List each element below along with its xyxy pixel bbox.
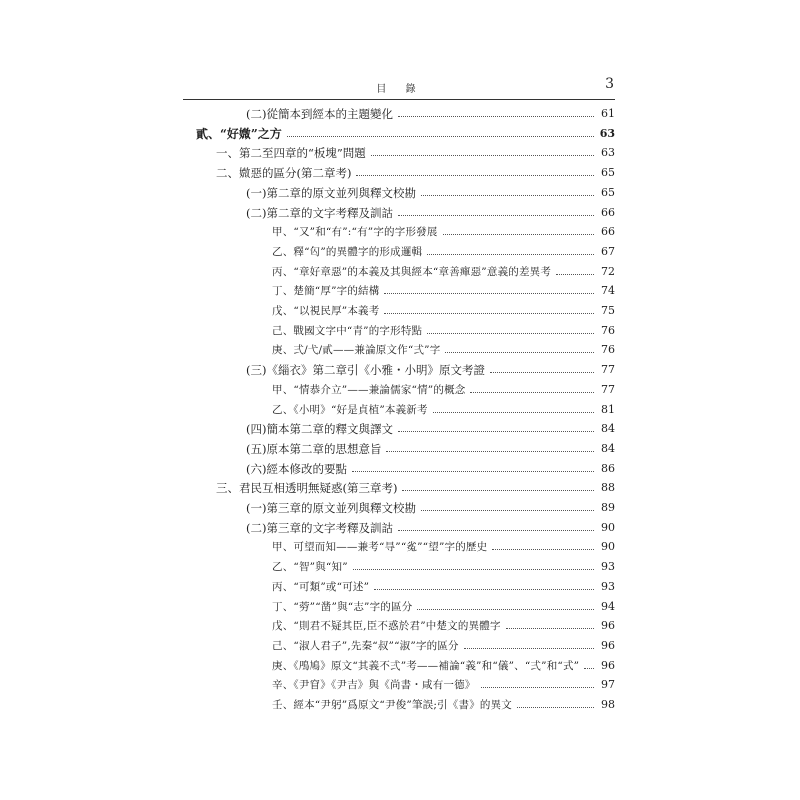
dot-leader — [433, 412, 594, 413]
toc-entry-title: (二)從簡本到經本的主題變化 — [246, 107, 393, 121]
toc-entry-page: 77 — [601, 363, 615, 377]
toc-entry-page: 93 — [601, 579, 615, 593]
dot-leader — [353, 569, 594, 570]
toc-entry-title: 乙、《小明》“好是貞植”本義新考 — [272, 403, 428, 416]
dot-leader — [427, 254, 594, 255]
toc-entry-title: 丙、“章好章惡”的本義及其與經本“章善癉惡”意義的差異考 — [272, 265, 552, 278]
dot-leader — [398, 431, 594, 432]
toc-entry — [246, 183, 615, 203]
dot-leader — [445, 352, 594, 353]
toc-entry-title: 甲、可望而知——兼考“㝵”“㝹”“望”字的歷史 — [272, 541, 488, 554]
dot-leader — [481, 687, 595, 688]
dot-leader — [464, 648, 594, 649]
dot-leader — [490, 372, 594, 373]
toc-entry-page: 65 — [601, 166, 615, 180]
toc-entry-title: 戊、“則君不疑其臣,臣不惑於君”中楚文的異體字 — [272, 620, 501, 633]
toc-entry-page: 66 — [601, 225, 615, 239]
toc-entry-title: 丙、“可類”或“可述” — [272, 580, 370, 593]
toc-entry-page: 67 — [601, 244, 615, 258]
toc-entry-title: 二、媺惡的區分(第二章考) — [216, 166, 352, 181]
toc-entry-title: 一、第二至四章的“板塊”問題 — [216, 146, 366, 161]
toc-entry-title: 貳、“好媺”之方 — [196, 126, 282, 141]
dot-leader — [421, 510, 594, 511]
toc-entry-page: 96 — [601, 638, 615, 652]
toc-entry-page: 77 — [601, 382, 615, 396]
toc-entry-title: (二)第二章的文字考釋及訓詁 — [246, 205, 393, 220]
toc-entry — [246, 203, 615, 223]
toc-entry-page: 63 — [599, 126, 615, 140]
dot-leader — [443, 234, 594, 235]
dot-leader — [398, 116, 594, 117]
toc-entry-title: 己、“淑人君子”,先秦“叔”“淑”字的區分 — [272, 639, 459, 652]
dot-leader — [421, 195, 594, 196]
toc-entry-title: (四)簡本第二章的釋文與譯文 — [246, 422, 393, 437]
dot-leader — [356, 175, 594, 176]
dot-leader — [352, 471, 594, 472]
dot-leader — [374, 589, 594, 590]
toc-entry — [272, 636, 615, 656]
toc-entry-page: 81 — [601, 402, 615, 416]
toc-entry — [216, 163, 615, 183]
toc-entry — [272, 577, 615, 597]
dot-leader — [506, 628, 594, 629]
toc-entry-page: 88 — [601, 481, 615, 495]
toc-entry-page: 63 — [601, 146, 615, 160]
toc-entry-title: (六)經本修改的要點 — [246, 461, 347, 476]
toc-entry-page: 96 — [601, 619, 615, 633]
toc-entry — [246, 518, 615, 538]
dot-leader — [427, 333, 594, 334]
toc-entry — [272, 656, 615, 676]
dot-leader — [398, 215, 594, 216]
toc-entry — [216, 143, 615, 163]
toc-entry-title: (二)第三章的文字考釋及訓詁 — [246, 520, 393, 535]
toc-entry — [272, 400, 615, 420]
toc-entry-page: 98 — [601, 698, 615, 711]
toc-entry — [272, 695, 615, 715]
toc-entry-title: 甲、“又”和“有”:“有”字的字形發展 — [272, 226, 438, 239]
toc-entry-title: 庚、弍/弋/貳——兼論原文作“弍”字 — [272, 344, 441, 357]
toc-entry-page: 84 — [601, 422, 615, 436]
toc-entry-title: (一)第二章的原文並列與釋文校勘 — [246, 185, 416, 200]
dot-leader — [417, 609, 594, 610]
toc-entry — [272, 340, 615, 360]
dot-leader — [492, 549, 594, 550]
toc-entry-title: 乙、釋“匃”的異體字的形成邏輯 — [272, 245, 423, 258]
page-number: 3 — [605, 76, 614, 92]
toc-entry — [216, 478, 615, 498]
toc-entry — [246, 498, 615, 518]
toc-entry — [246, 104, 615, 124]
toc-entry-page: 75 — [601, 304, 615, 317]
dot-leader — [386, 451, 594, 452]
toc-entry — [196, 124, 615, 144]
toc-entry — [246, 459, 615, 479]
toc-entry-title: 丁、楚簡“厚”字的結構 — [272, 285, 380, 298]
toc-entry — [272, 262, 615, 282]
toc-entry — [272, 557, 615, 577]
toc-entry-title: 戊、“以視民厚”本義考 — [272, 305, 380, 317]
toc-entry-page: 66 — [601, 205, 615, 219]
toc-entry — [272, 301, 615, 321]
dot-leader — [402, 490, 594, 491]
toc-entry-page: 89 — [601, 501, 615, 514]
toc-entry-page: 76 — [601, 343, 615, 357]
toc-entry-page: 96 — [601, 658, 615, 672]
toc-entry-page: 94 — [601, 599, 615, 613]
toc-entry — [272, 675, 615, 695]
toc-entry-title: 己、戰國文字中“青”的字形特點 — [272, 324, 423, 337]
dot-leader — [384, 293, 594, 294]
toc-entry — [246, 360, 615, 380]
running-header-title: 目 錄 — [376, 84, 424, 95]
dot-leader — [584, 668, 594, 669]
toc-entry — [272, 321, 615, 341]
toc-entry-title: (三)《緇衣》第二章引《小雅・小明》原文考證 — [246, 363, 485, 378]
toc-entry-page: 65 — [601, 185, 615, 199]
toc-entry-title: 庚、《鳲鳩》原文“其義不弍”考——補論“義”和“儀”、“弍”和“式” — [272, 659, 580, 672]
toc-entry-page: 74 — [601, 284, 615, 298]
toc-entry — [246, 439, 615, 459]
dot-leader — [398, 530, 594, 531]
dot-leader — [470, 392, 594, 393]
toc-entry-page: 76 — [601, 323, 615, 337]
toc-entry-title: 丁、“䓖”“凿”與“志”字的區分 — [272, 600, 413, 613]
toc-entry — [272, 380, 615, 400]
toc-entry-title: 乙、“智”與“知” — [272, 561, 348, 574]
toc-entry-title: 壬、經本“尹躬”爲原文“尹俊”筆誤;引《書》的異文 — [272, 699, 513, 711]
toc-entry-page: 90 — [601, 540, 615, 554]
dot-leader — [287, 136, 594, 137]
toc-entry-page: 72 — [601, 264, 615, 278]
toc-entry-page: 61 — [601, 107, 615, 120]
header-divider — [183, 99, 615, 100]
toc-entry-page: 84 — [601, 441, 615, 455]
toc-entry-page: 93 — [601, 560, 615, 574]
toc-entry-title: 三、君民互相透明無疑惑(第三章考) — [216, 481, 398, 496]
dot-leader — [371, 155, 594, 156]
toc-entry — [272, 616, 615, 636]
toc-entry-page: 86 — [601, 461, 615, 475]
dot-leader — [556, 274, 594, 275]
toc-entry-page: 97 — [601, 678, 615, 692]
toc-entry — [246, 419, 615, 439]
toc-entry — [272, 222, 615, 242]
toc-entry-title: 辛、《尹窅》《尹吉》與《尚書・咸有一德》 — [272, 679, 476, 692]
toc-entry-title: (五)原本第二章的思想意旨 — [246, 441, 382, 456]
toc-entry — [272, 242, 615, 262]
toc-entry — [272, 597, 615, 617]
toc-entry — [272, 537, 615, 557]
toc-entry-title: (一)第三章的原文並列與釋文校勘 — [246, 501, 416, 515]
dot-leader — [517, 707, 594, 708]
dot-leader — [384, 313, 594, 314]
toc-entry-title: 甲、“情恭介立”——兼論儒家“情”的概念 — [272, 383, 466, 396]
toc-entry — [272, 281, 615, 301]
toc-entry-page: 90 — [601, 520, 615, 534]
